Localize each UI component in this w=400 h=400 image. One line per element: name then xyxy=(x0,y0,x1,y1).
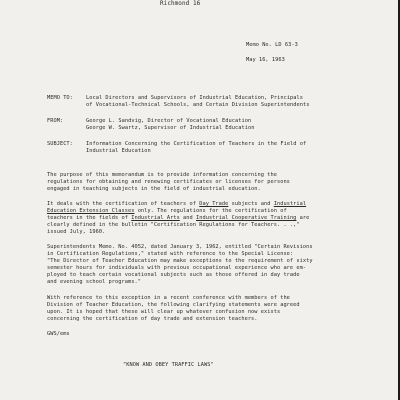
body-text: and xyxy=(179,215,197,221)
body-line: upon. It is hoped that these will clear up whatever confusion now exists xyxy=(47,309,281,315)
memo-date: May 16, 1963 xyxy=(246,57,285,63)
footer-slogan: "KNOW AND OBEY TRAFFIC LAWS" xyxy=(123,362,214,368)
header-city: Richmond 16 xyxy=(160,0,201,7)
body-line: and evening school programs." xyxy=(47,279,141,285)
subject-line: Industrial Education xyxy=(86,148,151,154)
typist-initials: GWS/ems xyxy=(47,331,70,337)
body-text: are xyxy=(296,215,310,221)
body-line: The purpose of this memorandum is to provide information concerning the xyxy=(47,172,277,178)
memo-to-label: MEMO TO: xyxy=(47,95,73,101)
body-line: "The Director of Teacher Education may make exceptions to the requirement of sixty xyxy=(47,258,313,264)
body-line: engaged in teaching subjects in the field of industrial education. xyxy=(47,186,261,192)
body-line: Superintendents Memo. No. 4052, dated January 3, 1962, entitled "Certain Revisions xyxy=(47,244,313,250)
body-line: ployed to teach certain vocational subjects such as those offered in day trade xyxy=(47,272,300,278)
body-text: It deals with the certification of teachers of xyxy=(47,201,200,207)
underlined-term: Industrial xyxy=(273,201,307,207)
body-line: issued July, 1960. xyxy=(47,229,106,235)
body-line: semester hours for individuals with previous occupational experience who are em- xyxy=(47,265,307,271)
body-line: With reference to this exception in a recent conference with members of the xyxy=(47,295,290,301)
body-line: regulations for obtaining and renewing certificates or licenses for persons xyxy=(47,179,290,185)
body-text: subjects and xyxy=(228,201,274,207)
body-line: Division of Teacher Education, the following clarifying statements were agreed xyxy=(47,302,300,308)
underlined-term: Industrial Arts xyxy=(131,215,180,221)
body-line: concerning the certification of day trade and extension teachers. xyxy=(47,316,258,322)
memo-to-line: of Vocational-Technical Schools, and Certain Division Superintendents xyxy=(86,102,310,108)
underlined-term: Industrial Cooperative Training xyxy=(196,215,297,221)
from-line: George W. Swartz, Supervisor of Industrial Education xyxy=(86,125,255,131)
body-text: only. The regulations for the certification of xyxy=(134,208,287,214)
memo-to-line: Local Directors and Supervisors of Industrial Education, Principals xyxy=(86,95,304,101)
from-label: FROM: xyxy=(47,118,64,124)
underlined-term: Day Trade xyxy=(199,201,229,207)
body-line: in Certification Regulations," stated with reference to the Special License: xyxy=(47,251,294,257)
subject-line: Information Concerning the Certification of Teachers in the Field of xyxy=(86,141,307,147)
body-line: clearly defined in the bulletin "Certification Regulations for Teachers. . .," xyxy=(47,222,300,228)
body-text: teachers in the fields of xyxy=(47,215,132,221)
underlined-term: Education Extension Classes xyxy=(47,208,135,214)
memo-number: Memo No. LD 63-3 xyxy=(246,42,298,48)
from-line: George L. Sandvig, Director of Vocational Education xyxy=(86,118,252,124)
subject-label: SUBJECT: xyxy=(47,141,73,147)
